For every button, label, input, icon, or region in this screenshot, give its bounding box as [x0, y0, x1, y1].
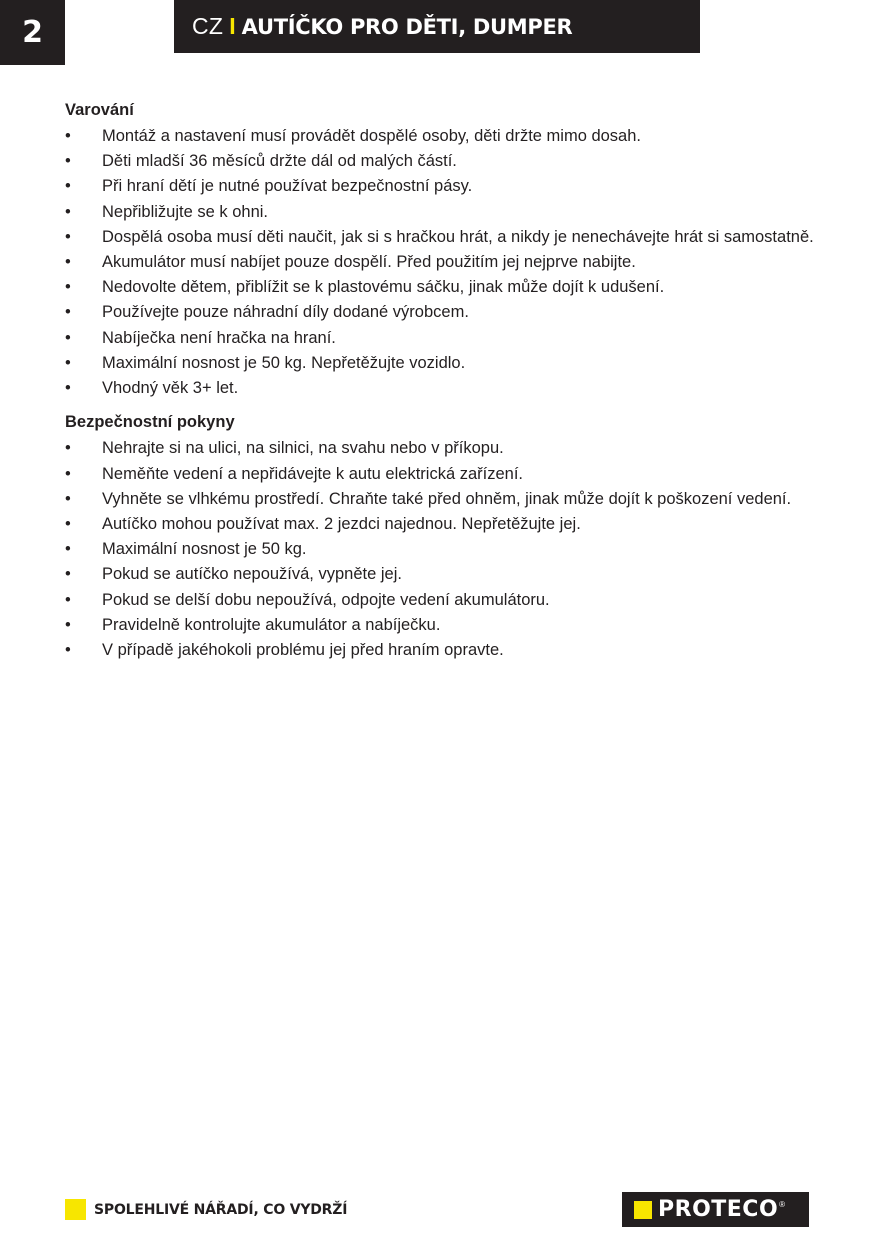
- list-item-text: Montáž a nastavení musí provádět dospělé osoby, děti držte mimo dosah.: [102, 127, 641, 145]
- list-item-text: V případě jakéhokoli problému jej před hraním opravte.: [102, 640, 504, 659]
- registered-mark: ®: [779, 1200, 786, 1209]
- list-item-text: Maximální nosnost je 50 kg. Nepřetěžujte vozidlo.: [102, 353, 466, 372]
- bullet-icon: •: [65, 227, 71, 246]
- safety-heading: Bezpečnostní pokyny: [65, 413, 235, 432]
- list-item-text: Nehrajte si na ulici, na silnici, na svahu nebo v příkopu.: [102, 439, 504, 458]
- list-item: [65, 614, 825, 637]
- warnings-heading: Varování: [65, 101, 134, 119]
- list-item-text: Nepřibližujte se k ohni.: [102, 202, 268, 221]
- bullet-icon: •: [65, 378, 71, 397]
- list-item: [65, 513, 825, 536]
- list-item-text: Akumulátor musí nabíjet pouze dospělí. Před použitím jej nejprve nabijte.: [102, 252, 636, 271]
- bullet-icon: •: [65, 202, 71, 221]
- bullet-icon: •: [65, 328, 71, 347]
- list-item: [65, 488, 825, 511]
- footer-slogan: SPOLEHLIVÉ NÁŘADÍ, CO VYDRŽÍ: [94, 1201, 348, 1218]
- list-item-text: Používejte pouze náhradní díly dodané výrobcem.: [102, 303, 469, 322]
- list-item: [65, 175, 825, 198]
- list-item: [65, 125, 825, 148]
- list-item: [65, 251, 825, 274]
- bullet-icon: •: [65, 252, 71, 271]
- list-item-text: Vyhněte se vlhkému prostředí. Chraňte také před ohněm, jinak může dojít k poškození vedení.: [102, 489, 792, 508]
- list-item-text: Vhodný věk 3+ let.: [102, 378, 239, 397]
- bullet-icon: •: [65, 640, 71, 659]
- header-separator: I: [229, 13, 236, 39]
- bullet-icon: •: [65, 540, 71, 559]
- language-code: CZ: [192, 13, 224, 39]
- list-item-text: Nabíječka není hračka na hraní.: [102, 328, 336, 347]
- bullet-icon: •: [65, 177, 71, 196]
- warnings-list: [65, 125, 825, 399]
- list-item: [65, 226, 825, 249]
- list-item-text: Děti mladší 36 měsíců držte dál od malých částí.: [102, 152, 457, 171]
- list-item-text: Pokud se autíčko nepoužívá, vypněte jej.: [102, 565, 402, 584]
- list-item: [65, 563, 825, 586]
- bullet-icon: •: [65, 615, 71, 634]
- list-item: [65, 327, 825, 350]
- list-item: [65, 150, 825, 173]
- bullet-icon: •: [65, 464, 71, 483]
- header-bar: [174, 0, 700, 53]
- list-item: [65, 352, 825, 375]
- main-content: [65, 100, 825, 664]
- logo-text: PROTECO: [658, 1197, 779, 1222]
- bullet-icon: •: [65, 489, 71, 508]
- page-number: 2: [0, 0, 65, 65]
- bullet-icon: •: [65, 278, 71, 297]
- bullet-icon: •: [65, 514, 71, 533]
- list-item-text: Maximální nosnost je 50 kg.: [102, 540, 307, 559]
- list-item-text: Neměňte vedení a nepřidávejte k autu elektrická zařízení.: [102, 464, 523, 483]
- yellow-square-icon: [65, 1199, 86, 1220]
- bullet-icon: •: [65, 303, 71, 322]
- proteco-logo: [622, 1192, 809, 1227]
- list-item-text: Pravidelně kontrolujte akumulátor a nabíječku.: [102, 615, 441, 634]
- list-item: [65, 301, 825, 324]
- bullet-icon: •: [65, 353, 71, 372]
- list-item-text: Pokud se delší dobu nepoužívá, odpojte vedení akumulátoru.: [102, 590, 550, 609]
- footer-slogan-block: [65, 1199, 347, 1220]
- list-item-text: Nedovolte dětem, přiblížit se k plastovému sáčku, jinak může dojít k udušení.: [102, 278, 665, 297]
- list-item: [65, 589, 825, 612]
- list-item: [65, 377, 825, 400]
- list-item-text: Při hraní dětí je nutné používat bezpečnostní pásy.: [102, 177, 473, 196]
- bullet-icon: •: [65, 152, 71, 171]
- bullet-icon: •: [65, 439, 71, 458]
- bullet-icon: •: [65, 127, 71, 145]
- list-item-text: Autíčko mohou používat max. 2 jezdci najednou. Nepřetěžujte jej.: [102, 514, 581, 533]
- list-item: [65, 538, 825, 561]
- list-item: [65, 437, 825, 460]
- logo-square-icon: [634, 1201, 652, 1219]
- list-item: [65, 276, 825, 299]
- safety-list: [65, 437, 825, 661]
- list-item: [65, 201, 825, 224]
- list-item-text: Dospělá osoba musí děti naučit, jak si s hračkou hrát, a nikdy je nenechávejte hrát si samostatně.: [102, 227, 814, 246]
- warnings-section: [65, 100, 825, 399]
- list-item: [65, 463, 825, 486]
- bullet-icon: •: [65, 590, 71, 609]
- bullet-icon: •: [65, 565, 71, 584]
- safety-section: [65, 412, 825, 661]
- document-title: AUTÍČKO PRO DĚTI, DUMPER: [241, 14, 573, 39]
- list-item: [65, 639, 825, 662]
